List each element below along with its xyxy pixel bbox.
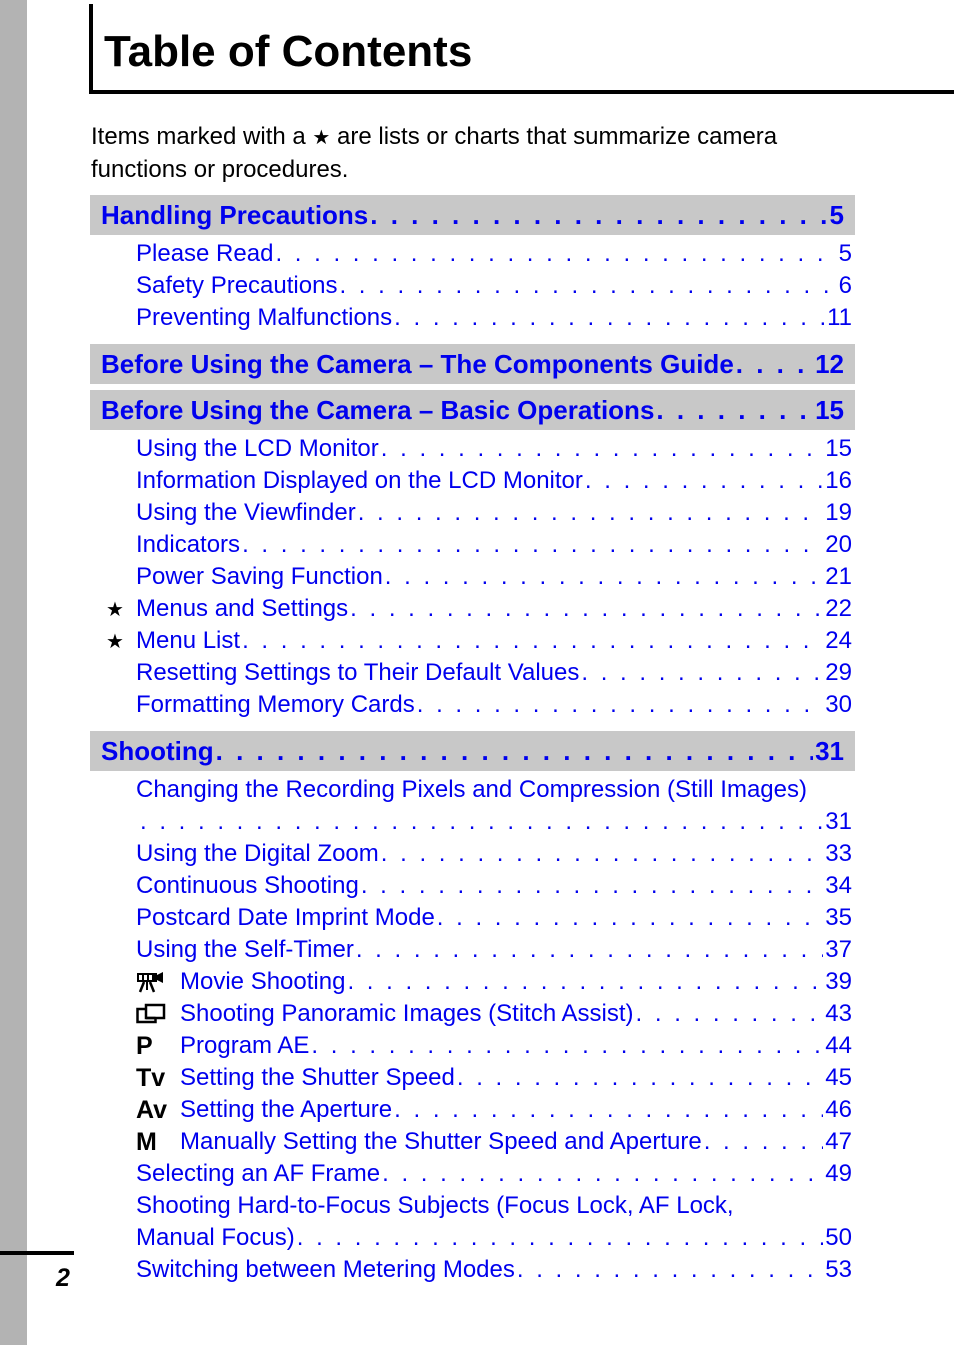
toc-entry-formatting-memory-cards[interactable] — [136, 689, 852, 721]
title-rule-horizontal — [89, 90, 954, 94]
entry-label: Power Saving Function — [136, 563, 383, 590]
entry-page: 24 — [825, 627, 852, 654]
entry-page: 47 — [825, 1128, 852, 1155]
entry-page: 11 — [827, 304, 852, 331]
page-number-rule — [0, 1251, 74, 1255]
toc-entry-shutter-speed[interactable] — [136, 1062, 852, 1094]
toc-entry-self-timer[interactable] — [136, 934, 852, 966]
toc-entry-power-saving[interactable] — [136, 561, 852, 593]
intro-text — [91, 121, 851, 186]
section-page: 31 — [815, 735, 844, 766]
section-label: Handling Precautions — [101, 199, 369, 230]
entry-label: Shooting Panoramic Images (Stitch Assist) — [180, 1000, 634, 1027]
entry-label: Using the Viewfinder — [136, 499, 356, 526]
star-icon: ★ — [312, 127, 331, 149]
entry-page: 43 — [825, 1000, 852, 1027]
entry-page: 15 — [825, 435, 852, 462]
entry-page: 5 — [838, 240, 852, 267]
entry-page: 44 — [825, 1032, 852, 1059]
star-icon: ★ — [106, 599, 124, 621]
section-page: 15 — [815, 394, 844, 425]
toc-entry-aperture[interactable] — [136, 1094, 852, 1126]
entry-label-line2: Manual Focus) — [136, 1224, 295, 1251]
entry-page: 53 — [825, 1256, 852, 1283]
entry-page: 33 — [825, 840, 852, 867]
entry-page: 39 — [825, 968, 852, 995]
entry-label: Using the LCD Monitor — [136, 435, 379, 462]
section-components-guide[interactable] — [90, 344, 855, 384]
section-shooting[interactable] — [90, 731, 855, 771]
entry-page: 19 — [825, 499, 852, 526]
entry-label: Shooting Hard-to-Focus Subjects (Focus Lock, AF Lock, — [136, 1192, 734, 1219]
section-label: Before Using the Camera – Basic Operations — [101, 394, 655, 425]
toc-entry-postcard-date-imprint[interactable] — [136, 902, 852, 934]
tv-mode-icon: Tv — [136, 1063, 166, 1092]
title-rule-vertical — [89, 4, 93, 94]
toc-entry-hard-to-focus[interactable] — [136, 1190, 852, 1254]
entry-page: 45 — [825, 1064, 852, 1091]
page-title: Table of Contents — [104, 27, 473, 76]
entry-page: 46 — [825, 1096, 852, 1123]
entry-label: Selecting an AF Frame — [136, 1160, 381, 1187]
toc-entry-please-read[interactable] — [136, 238, 852, 270]
entry-page: 21 — [825, 563, 852, 590]
entry-label: Indicators — [136, 531, 241, 558]
entry-label: Postcard Date Imprint Mode — [136, 904, 435, 931]
toc-entry-indicators[interactable] — [136, 529, 852, 561]
entry-label: Preventing Malfunctions — [136, 304, 393, 331]
entry-page: 6 — [838, 272, 852, 299]
entry-page: 30 — [825, 691, 852, 718]
intro-text-before: Items marked with a — [91, 123, 306, 150]
toc-entry-using-viewfinder[interactable] — [136, 497, 852, 529]
toc-entry-continuous-shooting[interactable] — [136, 870, 852, 902]
entry-page: 16 — [825, 467, 852, 494]
toc-entry-preventing-malfunctions[interactable] — [136, 302, 852, 334]
toc-entry-digital-zoom[interactable] — [136, 838, 852, 870]
toc-entry-movie-shooting[interactable] — [136, 966, 852, 998]
entry-label: Switching between Metering Modes — [136, 1256, 515, 1283]
toc-entry-manual-shutter-aperture[interactable] — [136, 1126, 852, 1158]
page-side-bar — [0, 0, 27, 1345]
entry-label: Program AE — [180, 1032, 310, 1059]
toc-entry-recording-pixels[interactable] — [136, 774, 852, 838]
section-page: 12 — [815, 348, 844, 379]
toc-entry-menu-list[interactable] — [106, 625, 852, 657]
toc-entry-af-frame[interactable] — [136, 1158, 852, 1190]
entry-page: 22 — [825, 595, 852, 622]
entry-page: 20 — [825, 531, 852, 558]
stitch-assist-icon — [136, 998, 166, 1030]
program-mode-icon: P — [136, 1031, 153, 1060]
section-page: 5 — [829, 199, 844, 230]
entry-label: Manually Setting the Shutter Speed and Aperture — [180, 1128, 702, 1155]
movie-icon — [136, 966, 164, 998]
toc-entry-safety-precautions[interactable] — [136, 270, 852, 302]
star-icon: ★ — [106, 631, 124, 653]
toc-entry-information-displayed[interactable] — [136, 465, 852, 497]
av-mode-icon: Av — [136, 1095, 168, 1124]
toc-entry-stitch-assist[interactable] — [136, 998, 852, 1030]
manual-mode-icon: M — [136, 1127, 157, 1156]
section-handling-precautions[interactable] — [90, 195, 855, 235]
entry-page: 29 — [825, 659, 852, 686]
toc-entry-menus-and-settings[interactable] — [106, 593, 852, 625]
entry-label: Using the Digital Zoom — [136, 840, 379, 867]
entry-label: Information Displayed on the LCD Monitor — [136, 467, 583, 494]
section-label: Before Using the Camera – The Components Guide — [101, 348, 734, 379]
section-label: Shooting — [101, 735, 214, 766]
toc-entry-resetting-settings[interactable] — [136, 657, 852, 689]
entry-label: Resetting Settings to Their Default Values — [136, 659, 580, 686]
entry-label: Using the Self-Timer — [136, 936, 354, 963]
entry-page: 35 — [825, 904, 852, 931]
section-basic-operations[interactable] — [90, 390, 855, 430]
entry-label: Safety Precautions — [136, 272, 338, 299]
entry-label: Menu List — [136, 627, 241, 654]
entry-label: Menus and Settings — [136, 595, 349, 622]
entry-page: 50 — [825, 1224, 852, 1251]
page-number: 2 — [56, 1264, 70, 1292]
toc-entry-using-lcd-monitor[interactable] — [136, 433, 852, 465]
intro-text-after: are lists or charts that summarize camera functions or procedures. — [91, 123, 778, 183]
entry-label: Continuous Shooting — [136, 872, 359, 899]
entry-page: 31 — [825, 808, 852, 835]
entry-label: Please Read — [136, 240, 274, 267]
entry-page: 34 — [825, 872, 852, 899]
toc-entry-metering-modes[interactable] — [136, 1254, 852, 1286]
entry-label: Setting the Shutter Speed — [180, 1064, 455, 1091]
entry-page: 49 — [825, 1160, 852, 1187]
toc-entry-program-ae[interactable] — [136, 1030, 852, 1062]
entry-label: Movie Shooting — [180, 968, 346, 995]
entry-page: 37 — [825, 936, 852, 963]
entry-label: Setting the Aperture — [180, 1096, 393, 1123]
entry-label: Formatting Memory Cards — [136, 691, 415, 718]
entry-label: Changing the Recording Pixels and Compression (Still Images) — [136, 776, 807, 803]
